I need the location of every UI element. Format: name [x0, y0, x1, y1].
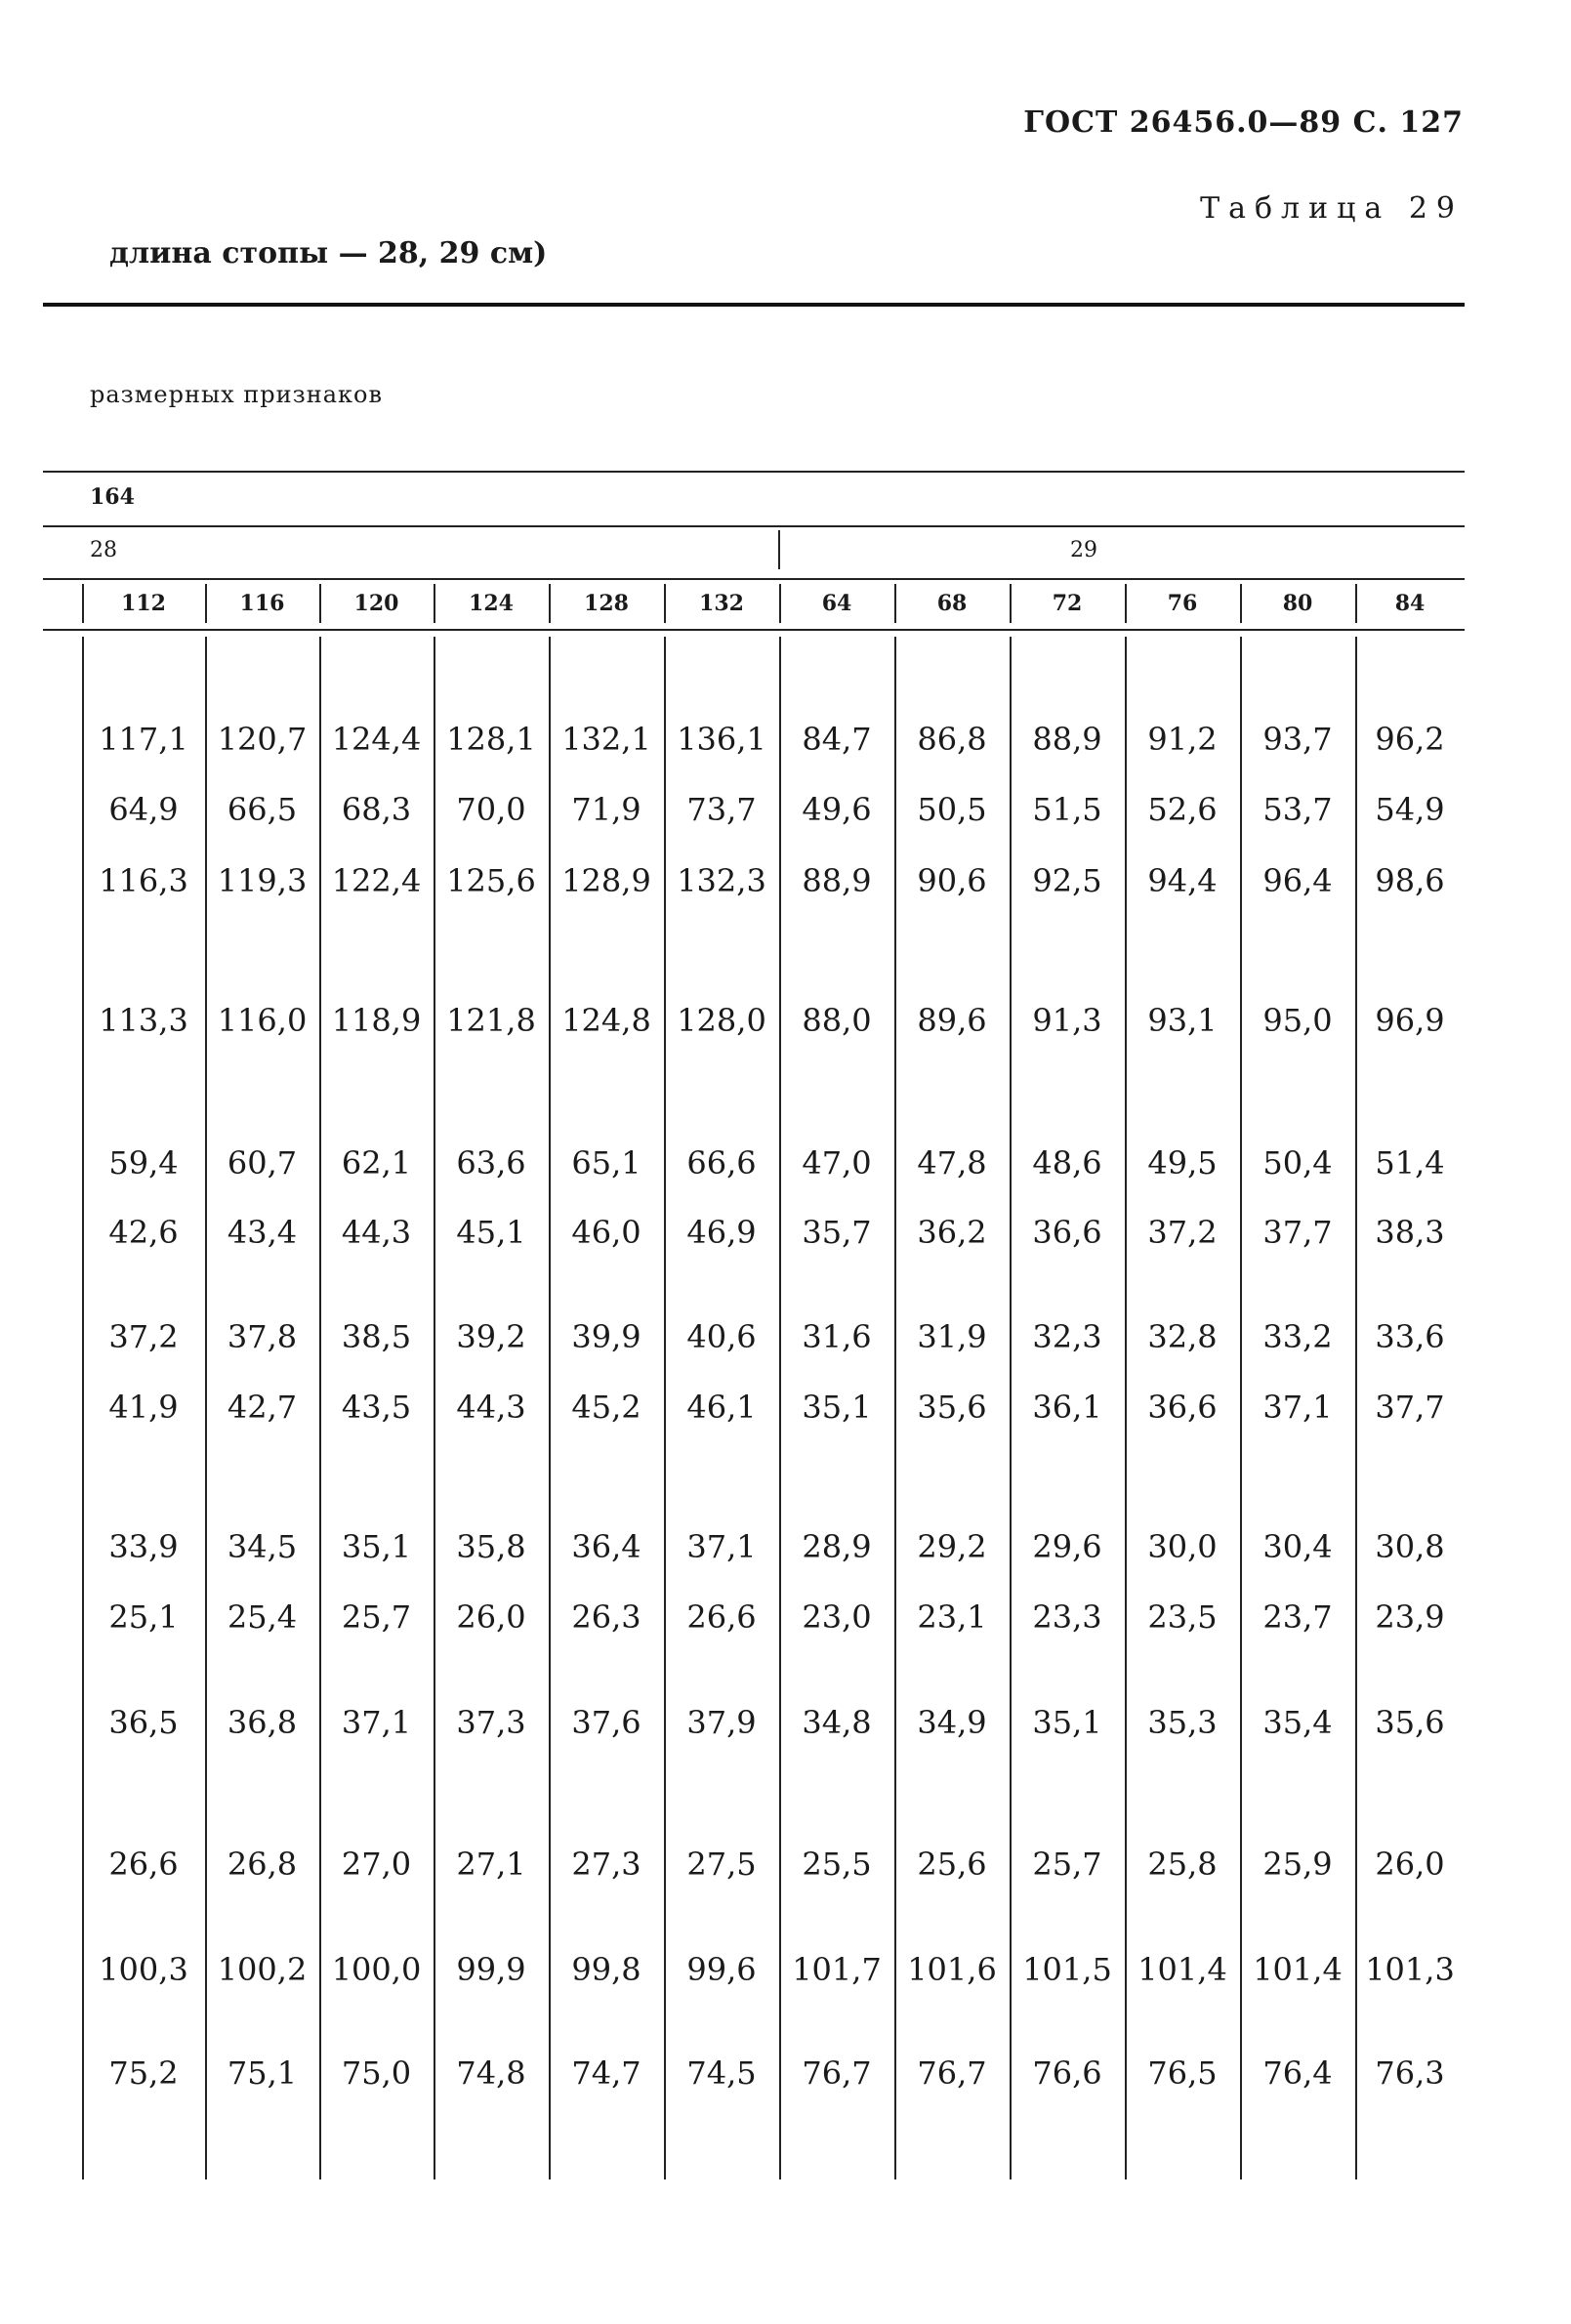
column-header-divider — [894, 584, 896, 623]
column-header: 68 — [936, 591, 968, 616]
table-cell: 44,3 — [456, 1389, 526, 1426]
table-cell: 36,6 — [1032, 1214, 1102, 1251]
table-cell: 25,5 — [802, 1846, 872, 1883]
table-cell: 25,1 — [108, 1598, 179, 1636]
table-cell: 71,9 — [571, 791, 641, 828]
table-cell: 31,6 — [802, 1318, 872, 1355]
table-cell: 25,7 — [341, 1598, 412, 1636]
table-cell: 75,1 — [227, 2054, 298, 2092]
table-cell: 35,1 — [341, 1528, 412, 1565]
table-cell: 100,3 — [99, 1951, 188, 1988]
header-height-label: 164 — [90, 484, 135, 510]
table-cell: 23,3 — [1032, 1598, 1102, 1636]
table-cell: 26,6 — [686, 1598, 757, 1636]
table-cell: 100,0 — [331, 1951, 422, 1988]
table-cell: 37,3 — [456, 1704, 526, 1741]
table-cell: 33,9 — [108, 1528, 179, 1565]
table-cell: 96,2 — [1375, 721, 1445, 758]
table-cell: 46,9 — [686, 1214, 757, 1251]
table-cell: 37,7 — [1262, 1214, 1333, 1251]
table-cell: 37,7 — [1375, 1389, 1445, 1426]
column-header: 116 — [239, 591, 285, 616]
table-cell: 47,8 — [917, 1144, 987, 1182]
table-cell: 99,8 — [571, 1951, 641, 1988]
table-cell: 119,3 — [217, 862, 308, 899]
table-cell: 23,0 — [802, 1598, 872, 1636]
table-cell: 30,8 — [1375, 1528, 1445, 1565]
column-header: 120 — [353, 591, 399, 616]
table-cell: 36,1 — [1032, 1389, 1102, 1426]
table-cell: 73,7 — [686, 791, 757, 828]
table-cell: 26,8 — [227, 1846, 298, 1883]
table-cell: 128,9 — [561, 862, 651, 899]
table-cell: 34,9 — [917, 1704, 987, 1741]
column-header-divider — [319, 584, 321, 623]
column-header-divider — [434, 584, 435, 623]
table-cell: 101,4 — [1137, 1951, 1227, 1988]
table-cell: 96,9 — [1375, 1002, 1445, 1039]
table-cell: 32,3 — [1032, 1318, 1102, 1355]
table-cell: 116,0 — [217, 1002, 308, 1039]
table-cell: 23,7 — [1262, 1598, 1333, 1636]
table-cell: 37,8 — [227, 1318, 298, 1355]
table-cell: 25,4 — [227, 1598, 298, 1636]
table-cell: 30,0 — [1147, 1528, 1218, 1565]
table-cell: 47,0 — [802, 1144, 872, 1182]
table-cell: 90,6 — [917, 862, 987, 899]
table-cell: 35,7 — [802, 1214, 872, 1251]
column-header-divider — [82, 584, 84, 623]
column-header-divider — [1125, 584, 1127, 623]
table-cell: 23,5 — [1147, 1598, 1218, 1636]
table-cell: 88,9 — [1032, 721, 1102, 758]
table-cell: 50,4 — [1262, 1144, 1333, 1182]
table-cell: 35,8 — [456, 1528, 526, 1565]
table-cell: 70,0 — [456, 791, 526, 828]
table-cell: 74,8 — [456, 2054, 526, 2092]
table-cell: 101,4 — [1253, 1951, 1343, 1988]
table-cell: 124,4 — [331, 721, 422, 758]
table-cell: 36,2 — [917, 1214, 987, 1251]
table-cell: 88,9 — [802, 862, 872, 899]
table-cell: 99,9 — [456, 1951, 526, 1988]
table-rule — [43, 629, 1465, 631]
table-cell: 32,8 — [1147, 1318, 1218, 1355]
header-foot-label-29: 29 — [1070, 538, 1097, 562]
table-cell: 89,6 — [917, 1002, 987, 1039]
table-cell: 95,0 — [1262, 1002, 1333, 1039]
column-header: 112 — [121, 591, 166, 616]
table-cell: 51,5 — [1032, 791, 1102, 828]
table-cell: 66,5 — [227, 791, 298, 828]
table-cell: 31,9 — [917, 1318, 987, 1355]
column-header-divider — [1355, 584, 1357, 623]
table-cell: 117,1 — [99, 721, 188, 758]
table-cell: 43,5 — [341, 1389, 412, 1426]
table-cell: 37,6 — [571, 1704, 641, 1741]
table-cell: 60,7 — [227, 1144, 298, 1182]
table-cell: 43,4 — [227, 1214, 298, 1251]
table-cell: 76,7 — [802, 2054, 872, 2092]
table-cell: 101,5 — [1022, 1951, 1112, 1988]
table-number: Таблица 29 — [1200, 191, 1464, 226]
table-cell: 36,5 — [108, 1704, 179, 1741]
table-cell: 86,8 — [917, 721, 987, 758]
table-cell: 42,6 — [108, 1214, 179, 1251]
table-cell: 96,4 — [1262, 862, 1333, 899]
table-cell: 101,6 — [907, 1951, 997, 1988]
table-cell: 27,3 — [571, 1846, 641, 1883]
table-cell: 36,8 — [227, 1704, 298, 1741]
table-cell: 33,2 — [1262, 1318, 1333, 1355]
column-divider — [82, 637, 84, 2179]
table-cell: 42,7 — [227, 1389, 298, 1426]
table-cell: 132,3 — [677, 862, 766, 899]
table-cell: 27,0 — [341, 1846, 412, 1883]
table-cell: 25,7 — [1032, 1846, 1102, 1883]
table-cell: 120,7 — [217, 721, 308, 758]
table-cell: 66,6 — [686, 1144, 757, 1182]
table-cell: 35,6 — [1375, 1704, 1445, 1741]
table-cell: 98,6 — [1375, 862, 1445, 899]
table-cell: 118,9 — [331, 1002, 422, 1039]
table-cell: 37,9 — [686, 1704, 757, 1741]
table-cell: 128,0 — [677, 1002, 766, 1039]
table-cell: 27,5 — [686, 1846, 757, 1883]
table-cell: 91,3 — [1032, 1002, 1102, 1039]
top-rule — [43, 303, 1465, 307]
table-cell: 34,5 — [227, 1528, 298, 1565]
column-header: 132 — [699, 591, 744, 616]
table-cell: 74,7 — [571, 2054, 641, 2092]
column-header: 80 — [1282, 591, 1313, 616]
table-cell: 35,1 — [1032, 1704, 1102, 1741]
table-cell: 93,1 — [1147, 1002, 1218, 1039]
table-cell: 34,8 — [802, 1704, 872, 1741]
table-cell: 51,4 — [1375, 1144, 1445, 1182]
table-cell: 50,5 — [917, 791, 987, 828]
table-cell: 39,9 — [571, 1318, 641, 1355]
table-cell: 136,1 — [677, 721, 766, 758]
column-header-divider — [664, 584, 666, 623]
table-cell: 30,4 — [1262, 1528, 1333, 1565]
table-cell: 35,3 — [1147, 1704, 1218, 1741]
table-cell: 121,8 — [446, 1002, 536, 1039]
table-cell: 26,6 — [108, 1846, 179, 1883]
column-header: 76 — [1167, 591, 1198, 616]
table-cell: 76,4 — [1262, 2054, 1333, 2092]
column-header-divider — [1240, 584, 1242, 623]
table-cell: 37,2 — [108, 1318, 179, 1355]
table-cell: 124,8 — [561, 1002, 651, 1039]
table-cell: 68,3 — [341, 791, 412, 828]
table-cell: 25,6 — [917, 1846, 987, 1883]
table-cell: 62,1 — [341, 1144, 412, 1182]
table-cell: 37,1 — [341, 1704, 412, 1741]
table-cell: 26,0 — [456, 1598, 526, 1636]
table-cell: 25,9 — [1262, 1846, 1333, 1883]
table-cell: 53,7 — [1262, 791, 1333, 828]
table-cell: 27,1 — [456, 1846, 526, 1883]
table-cell: 76,7 — [917, 2054, 987, 2092]
table-cell: 44,3 — [341, 1214, 412, 1251]
table-cell: 76,6 — [1032, 2054, 1102, 2092]
sub-caption: размерных признаков — [90, 381, 383, 408]
table-cell: 92,5 — [1032, 862, 1102, 899]
column-header-divider — [205, 584, 207, 623]
table-cell: 37,1 — [1262, 1389, 1333, 1426]
table-cell: 116,3 — [99, 862, 188, 899]
table-rule — [43, 471, 1465, 473]
table-cell: 101,3 — [1365, 1951, 1455, 1988]
table-cell: 41,9 — [108, 1389, 179, 1426]
table-cell: 46,1 — [686, 1389, 757, 1426]
column-header: 128 — [584, 591, 629, 616]
table-cell: 75,2 — [108, 2054, 179, 2092]
table-cell: 37,2 — [1147, 1214, 1218, 1251]
table-cell: 101,7 — [792, 1951, 882, 1988]
table-cell: 46,0 — [571, 1214, 641, 1251]
table-cell: 36,4 — [571, 1528, 641, 1565]
table-cell: 26,3 — [571, 1598, 641, 1636]
table-cell: 64,9 — [108, 791, 179, 828]
table-cell: 100,2 — [217, 1951, 308, 1988]
table-cell: 48,6 — [1032, 1144, 1102, 1182]
column-header: 84 — [1394, 591, 1426, 616]
table-cell: 113,3 — [99, 1002, 188, 1039]
table-cell: 93,7 — [1262, 721, 1333, 758]
header-divider — [778, 530, 780, 569]
table-cell: 37,1 — [686, 1528, 757, 1565]
table-cell: 94,4 — [1147, 862, 1218, 899]
table-cell: 125,6 — [446, 862, 536, 899]
table-cell: 122,4 — [331, 862, 422, 899]
table-cell: 132,1 — [561, 721, 651, 758]
table-cell: 40,6 — [686, 1318, 757, 1355]
table-cell: 29,6 — [1032, 1528, 1102, 1565]
table-cell: 35,4 — [1262, 1704, 1333, 1741]
table-cell: 91,2 — [1147, 721, 1218, 758]
table-cell: 35,1 — [802, 1389, 872, 1426]
table-cell: 59,4 — [108, 1144, 179, 1182]
table-cell: 74,5 — [686, 2054, 757, 2092]
column-header: 72 — [1052, 591, 1083, 616]
column-header-divider — [549, 584, 551, 623]
table-cell: 49,5 — [1147, 1144, 1218, 1182]
table-cell: 76,5 — [1147, 2054, 1218, 2092]
table-caption: длина стопы — 28, 29 см) — [109, 236, 548, 270]
column-header-divider — [779, 584, 781, 623]
page-header: ГОСТ 26456.0—89 С. 127 — [1023, 105, 1464, 140]
table-cell: 29,2 — [917, 1528, 987, 1565]
table-cell: 84,7 — [802, 721, 872, 758]
table-cell: 45,2 — [571, 1389, 641, 1426]
table-cell: 26,0 — [1375, 1846, 1445, 1883]
table-cell: 52,6 — [1147, 791, 1218, 828]
table-cell: 38,3 — [1375, 1214, 1445, 1251]
table-cell: 49,6 — [802, 791, 872, 828]
table-cell: 63,6 — [456, 1144, 526, 1182]
table-cell: 39,2 — [456, 1318, 526, 1355]
table-cell: 88,0 — [802, 1002, 872, 1039]
table-cell: 33,6 — [1375, 1318, 1445, 1355]
table-cell: 54,9 — [1375, 791, 1445, 828]
table-cell: 23,1 — [917, 1598, 987, 1636]
table-cell: 23,9 — [1375, 1598, 1445, 1636]
table-cell: 45,1 — [456, 1214, 526, 1251]
table-rule — [43, 525, 1465, 527]
table-cell: 99,6 — [686, 1951, 757, 1988]
table-rule — [43, 578, 1465, 580]
table-cell: 36,6 — [1147, 1389, 1218, 1426]
table-cell: 76,3 — [1375, 2054, 1445, 2092]
column-header-divider — [1010, 584, 1012, 623]
column-header: 124 — [469, 591, 514, 616]
table-cell: 35,6 — [917, 1389, 987, 1426]
table-cell: 25,8 — [1147, 1846, 1218, 1883]
table-cell: 128,1 — [446, 721, 536, 758]
table-cell: 38,5 — [341, 1318, 412, 1355]
table-cell: 75,0 — [341, 2054, 412, 2092]
table-cell: 28,9 — [802, 1528, 872, 1565]
header-foot-label-28: 28 — [90, 538, 117, 562]
column-header: 64 — [821, 591, 852, 616]
table-cell: 65,1 — [571, 1144, 641, 1182]
